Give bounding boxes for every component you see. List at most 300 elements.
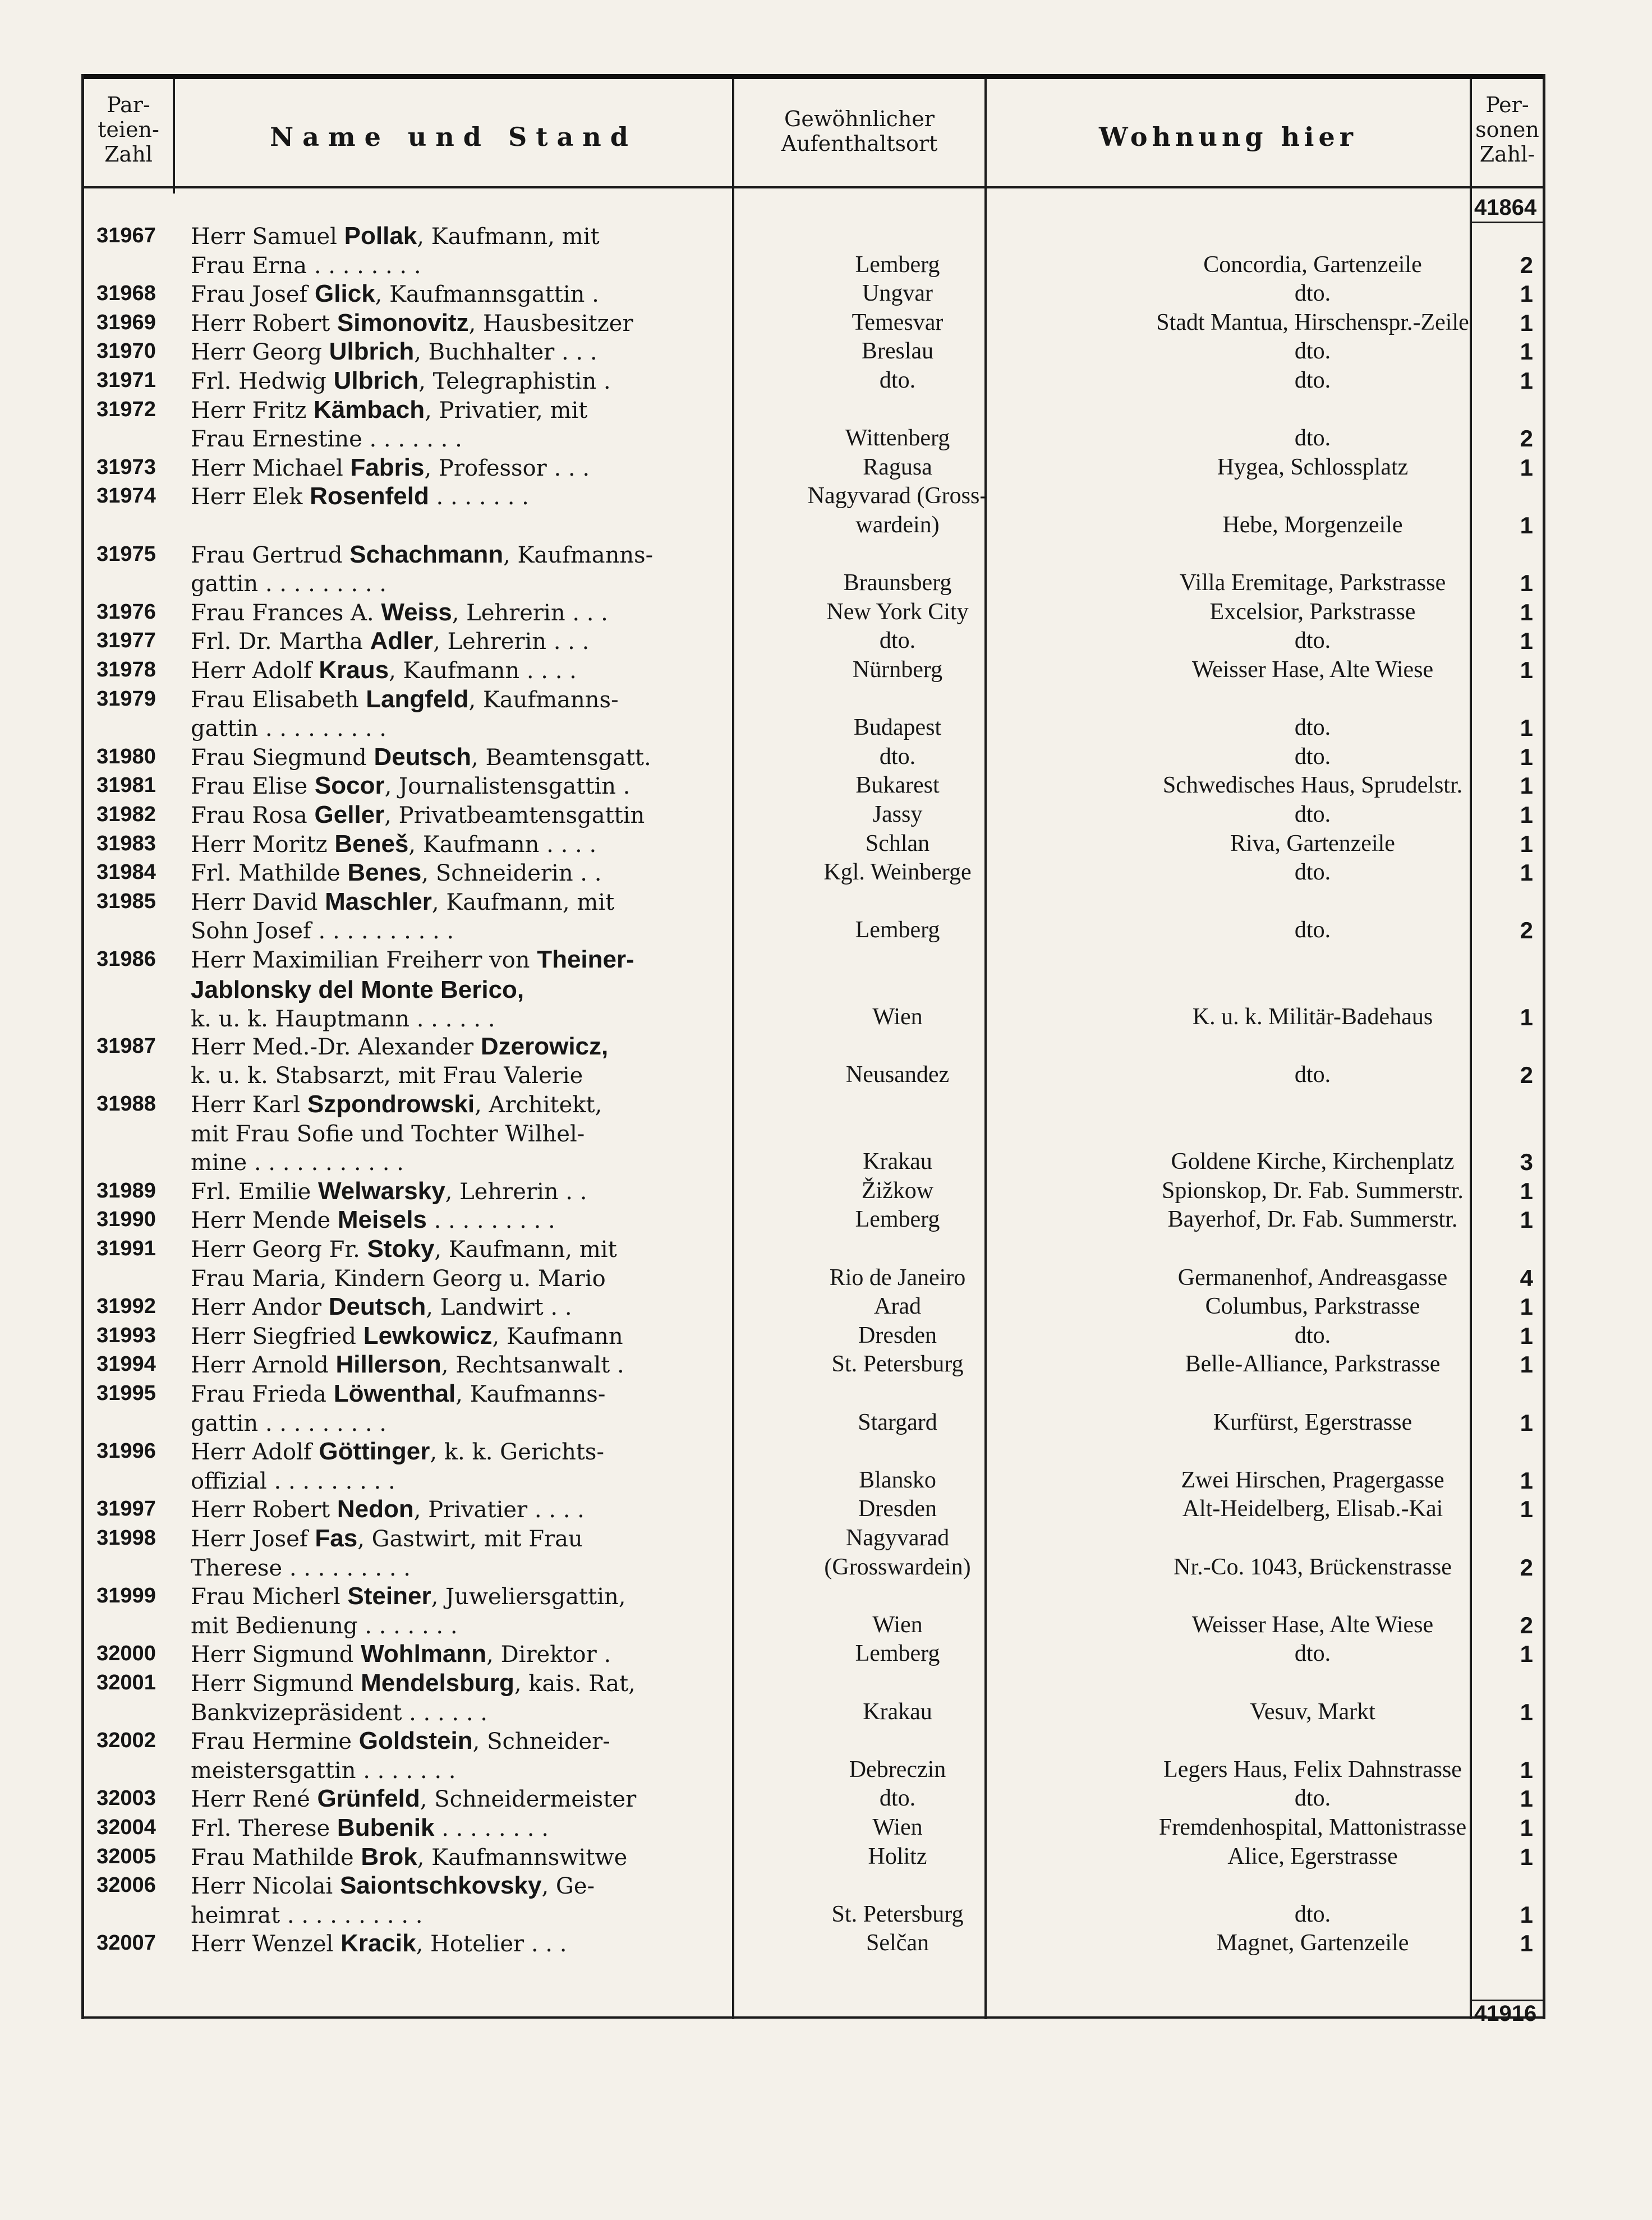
party-number: 32002 [96, 1729, 156, 1753]
surname: Schachmann [349, 540, 504, 568]
party-number: 31971 [96, 369, 156, 392]
title-and-forename: Frau Josef [191, 282, 315, 308]
name-and-status [191, 453, 799, 483]
title-and-forename: Frl. Dr. Martha [191, 629, 370, 655]
name-and-status [191, 540, 799, 599]
party-number: 31993 [96, 1323, 156, 1347]
occupation-and-companions: . . . . . . . . . [426, 1208, 555, 1234]
party-number: 31981 [96, 773, 156, 798]
occupation-and-companions: , Hausbesitzer [468, 310, 633, 337]
title-and-forename: Frl. Hedwig [191, 369, 334, 394]
occupation-and-companions: , kais. Rat, Bankvizepräsident . . . . . . [191, 1671, 636, 1726]
surname: Langfeld [366, 685, 469, 713]
usual-residence: Braunsberg [843, 570, 952, 596]
party-number: 32000 [96, 1642, 156, 1666]
occupation-and-companions: , Buchhalter . . . [414, 339, 597, 366]
party-number: 31996 [96, 1439, 156, 1463]
name-and-status [191, 222, 799, 280]
usual-residence: Krakau [863, 1698, 932, 1725]
lodging-address: Hygea, Schlossplatz [1217, 454, 1409, 480]
usual-residence: Jassy [872, 802, 923, 827]
title-and-forename: Herr Mende [191, 1208, 338, 1234]
occupation-and-companions: , Lehrerin . . [445, 1178, 587, 1205]
title-and-forename: Frau Hermine [191, 1729, 359, 1755]
usual-residence: Kgl. Weinberge [823, 859, 972, 886]
ledger-row [81, 1437, 1545, 1495]
party-number: 32005 [96, 1844, 156, 1868]
surname: Socor [314, 772, 385, 800]
ledger-row [81, 656, 1545, 685]
ledger-row [81, 743, 1545, 772]
party-number: 31987 [96, 1034, 156, 1058]
lodging-address: Columbus, Parkstrasse [1205, 1293, 1420, 1320]
ledger-row [81, 366, 1545, 395]
title-and-forename: Frau Elise [191, 773, 315, 800]
person-count: 1 [1520, 512, 1533, 538]
person-count: 1 [1520, 280, 1533, 307]
name-and-status [191, 830, 799, 860]
usual-residence: Rio de Janeiro [829, 1264, 966, 1291]
ledger-row [81, 830, 1545, 859]
surname: Ulbrich [329, 338, 415, 366]
title-and-forename: Herr Maximilian Freiherr von [191, 947, 537, 973]
title-and-forename: Herr Karl [191, 1092, 307, 1118]
title-and-forename: Herr Robert [191, 310, 337, 337]
surname: Hillerson [335, 1351, 441, 1379]
surname: Grünfeld [317, 1785, 420, 1813]
person-count: 1 [1520, 657, 1533, 683]
person-count: 3 [1520, 1149, 1533, 1176]
ledger-row [81, 800, 1545, 830]
usual-residence: Lemberg [855, 251, 940, 278]
lodging-address: Spionskop, Dr. Fab. Summerstr. [1162, 1177, 1464, 1204]
lodging-address: dto. [1294, 338, 1331, 365]
lodging-address: dto. [1294, 1901, 1331, 1927]
name-and-status [191, 1379, 799, 1438]
party-number: 31986 [96, 947, 156, 971]
usual-residence: Lemberg [855, 1206, 940, 1233]
usual-residence: Dresden [858, 1496, 937, 1522]
title-and-forename: Herr Siegfried [191, 1323, 363, 1349]
surname: Kämbach [314, 395, 425, 423]
lodging-address: Legers Haus, Felix Dahnstrasse [1163, 1756, 1462, 1783]
title-and-forename: Frau Rosa [191, 803, 315, 828]
person-count: 1 [1520, 1467, 1533, 1494]
usual-residence: Wien [872, 1611, 923, 1638]
name-and-status [191, 858, 799, 888]
usual-residence: St. Petersburg [831, 1901, 964, 1927]
usual-residence: dto. [879, 1785, 916, 1812]
usual-residence: Ungvar [862, 280, 933, 307]
occupation-and-companions: , Kaufmann [492, 1323, 623, 1349]
table-bottom-rule [81, 2016, 1545, 2019]
name-and-status [191, 1871, 799, 1930]
name-and-status [191, 1177, 799, 1207]
person-count: 2 [1520, 1611, 1533, 1638]
occupation-and-companions: , Privatier . . . . [413, 1497, 585, 1523]
lodging-address: Weisser Hase, Alte Wiese [1191, 1611, 1434, 1638]
surname: Deutsch [374, 743, 472, 771]
surname: Saiontschkovsky [339, 1872, 542, 1900]
person-count: 1 [1520, 1930, 1533, 1957]
lodging-address: Fremdenhospital, Mattonistrasse [1158, 1814, 1467, 1840]
name-and-status [191, 1235, 799, 1293]
party-number: 31991 [96, 1237, 156, 1260]
occupation-and-companions: , Schneiderin . . [421, 860, 602, 887]
surname: Weiss [381, 598, 452, 626]
usual-residence: Nagyvarad (Gross- wardein) [807, 483, 988, 538]
person-count: 1 [1520, 309, 1533, 336]
party-number: 31969 [96, 310, 156, 334]
person-count: 1 [1520, 1814, 1533, 1841]
name-and-status [191, 1582, 799, 1641]
lodging-address: Riva, Gartenzeile [1230, 830, 1395, 856]
person-count: 1 [1520, 1785, 1533, 1812]
occupation-and-companions: , Kaufmann, mit Frau Maria, Kindern Georg u. Mario [191, 1237, 617, 1292]
person-count: 1 [1520, 1409, 1533, 1436]
name-and-status [191, 685, 799, 744]
name-and-status [191, 1929, 799, 1959]
occupation-and-companions: , Kaufmann, mit Sohn Josef . . . . . . . . . . [191, 889, 615, 945]
occupation-and-companions: , Kaufmannswitwe [417, 1844, 628, 1871]
name-and-status [191, 771, 799, 802]
title-and-forename: Frau Elisabeth [191, 687, 366, 713]
lodging-address: Magnet, Gartenzeile [1216, 1930, 1409, 1956]
party-number: 31978 [96, 658, 156, 681]
name-and-status [191, 482, 799, 512]
surname: Deutsch [328, 1293, 426, 1321]
lodging-address: Alice, Egerstrasse [1227, 1843, 1398, 1869]
lodging-address: dto. [1294, 715, 1331, 741]
ledger-row [81, 453, 1545, 482]
lodging-address: Goldene Kirche, Kirchenplatz [1171, 1149, 1455, 1175]
lodging-address: Hebe, Morgenzeile [1222, 512, 1403, 538]
name-and-status [191, 308, 799, 339]
name-and-status [191, 1669, 799, 1728]
occupation-and-companions: , Rechtsanwalt . [441, 1352, 624, 1379]
person-count: 1 [1520, 1843, 1533, 1870]
usual-residence: Debreczin [849, 1756, 946, 1783]
party-number: 31994 [96, 1352, 156, 1376]
occupation-and-companions: . . . . . . . [429, 484, 529, 510]
ledger-row [81, 1090, 1545, 1177]
party-number: 31967 [96, 224, 156, 247]
name-and-status [191, 1813, 799, 1844]
usual-residence: Holitz [868, 1843, 927, 1869]
title-and-forename: Herr Georg Fr. [191, 1237, 367, 1263]
person-count: 1 [1520, 802, 1533, 828]
surname: Kracik [340, 1929, 416, 1958]
usual-residence: Wien [872, 1004, 923, 1030]
surname: Szpondrowski [307, 1090, 475, 1118]
title-and-forename: Herr Robert [191, 1497, 337, 1523]
lodging-address: dto. [1294, 1322, 1331, 1348]
title-and-forename: Herr Med.-Dr. Alexander [191, 1034, 481, 1060]
person-count: 1 [1520, 1004, 1533, 1031]
party-number: 31988 [96, 1092, 156, 1116]
ledger-row [81, 279, 1545, 308]
person-count: 1 [1520, 1206, 1533, 1233]
name-and-status [191, 1726, 799, 1785]
name-and-status [191, 1524, 799, 1583]
occupation-and-companions: , Journalistensgattin . [384, 773, 631, 800]
lodging-address: Belle-Alliance, Parkstrasse [1185, 1351, 1441, 1378]
title-and-forename: Herr Sigmund [191, 1642, 361, 1668]
lodging-address: dto. [1294, 802, 1331, 827]
ledger-row [81, 1929, 1545, 1958]
title-and-forename: Herr Nicolai [191, 1873, 340, 1900]
party-number: 31979 [96, 687, 156, 711]
header-usual-residence: Gewöhnlicher Aufenthaltsort [781, 107, 938, 156]
title-and-forename: Herr Josef [191, 1526, 315, 1552]
usual-residence: dto. [879, 367, 916, 393]
person-count: 1 [1520, 1293, 1533, 1320]
usual-residence: dto. [879, 628, 916, 654]
surname: Brok [361, 1843, 417, 1871]
surname: Bubenik [337, 1814, 435, 1841]
lodging-address: Excelsior, Parkstrasse [1209, 598, 1416, 625]
name-and-status [191, 1843, 799, 1873]
person-count: 1 [1520, 772, 1533, 799]
name-and-status [191, 1205, 799, 1236]
title-and-forename: Herr Adolf [191, 658, 319, 684]
surname: Rosenfeld [310, 482, 429, 510]
person-count: 1 [1520, 1322, 1533, 1349]
name-and-status [191, 1639, 799, 1670]
occupation-and-companions: k. u. k. Stabsarzt, mit Frau Valerie [191, 1063, 583, 1089]
party-number: 31983 [96, 831, 156, 855]
name-and-status [191, 1495, 799, 1525]
name-and-status [191, 1090, 799, 1178]
name-and-status [191, 1437, 799, 1496]
occupation-and-companions: , Kaufmanns- gattin . . . . . . . . . [191, 542, 654, 597]
ledger-row [81, 945, 1545, 1032]
ledger-row [81, 540, 1545, 598]
final-total: 41916 [1474, 2001, 1537, 2026]
person-count: 1 [1520, 859, 1533, 886]
usual-residence: Lemberg [855, 917, 940, 943]
usual-residence: Wittenberg [845, 425, 950, 452]
person-count: 1 [1520, 1698, 1533, 1725]
title-and-forename: Herr René [191, 1786, 317, 1813]
usual-residence: Arad [874, 1293, 921, 1320]
title-and-forename: Frl. Emilie [191, 1178, 318, 1205]
person-count: 1 [1520, 1351, 1533, 1378]
ledger-row [81, 1784, 1545, 1813]
surname: Dzerowicz, [480, 1032, 609, 1060]
person-count: 1 [1520, 598, 1533, 625]
party-number: 31990 [96, 1208, 156, 1232]
party-number: 31995 [96, 1381, 156, 1405]
usual-residence: Krakau [863, 1149, 932, 1175]
name-and-status [191, 945, 799, 1034]
person-count: 2 [1520, 1062, 1533, 1089]
person-count: 1 [1520, 1756, 1533, 1783]
name-and-status [191, 1784, 799, 1814]
party-number: 32006 [96, 1873, 156, 1897]
name-and-status [191, 279, 799, 310]
name-and-status [191, 1032, 799, 1091]
ledger-row [81, 222, 1545, 279]
ledger-row [81, 337, 1545, 366]
ledger-row [81, 1292, 1545, 1321]
ledger-row [81, 1379, 1545, 1437]
surname: Maschler [325, 887, 432, 915]
title-and-forename: Herr Adolf [191, 1439, 319, 1466]
occupation-and-companions: , Kaufmann . . . . [389, 658, 577, 684]
occupation-and-companions: , Beamtensgatt. [471, 744, 651, 771]
header-person-count: Per- sonen Zahl- [1475, 93, 1539, 167]
title-and-forename: Herr Arnold [191, 1352, 336, 1379]
title-and-forename: Frau Frances A. [191, 600, 381, 626]
surname: Kraus [319, 656, 389, 684]
person-count: 1 [1520, 1177, 1533, 1204]
lodging-address: K. u. k. Militär-Badehaus [1192, 1004, 1433, 1030]
party-number: 32004 [96, 1816, 156, 1839]
ledger-row [81, 627, 1545, 656]
surname: Mendelsburg [361, 1669, 514, 1697]
ledger-row [81, 1177, 1545, 1206]
party-number: 31968 [96, 282, 156, 306]
title-and-forename: Herr Michael [191, 455, 351, 481]
occupation-and-companions: , Kaufmann . . . . [408, 831, 597, 858]
party-number: 32007 [96, 1931, 156, 1955]
ledger-row [81, 1726, 1545, 1784]
ledger-row [81, 1205, 1545, 1235]
occupation-and-companions: , Telegraphistin . [418, 369, 611, 394]
ledger-row [81, 1669, 1545, 1726]
party-number: 31975 [96, 542, 156, 566]
usual-residence: Žižkow [861, 1177, 934, 1204]
name-and-status [191, 627, 799, 657]
person-count: 2 [1520, 917, 1533, 944]
usual-residence: dto. [879, 743, 916, 770]
lodging-address: dto. [1294, 1641, 1331, 1667]
person-count: 1 [1520, 570, 1533, 597]
name-and-status [191, 395, 799, 454]
usual-residence: Breslau [861, 338, 934, 365]
ledger-row [81, 771, 1545, 800]
title-and-forename: Herr Moritz [191, 831, 335, 858]
occupation-and-companions: , Schneider- meistersgattin . . . . . . . [191, 1729, 610, 1784]
occupation-and-companions: , Architekt, mit Frau Sofie und Tochter Wilhel- mine . . . . . . . . . . . [191, 1092, 602, 1176]
occupation-and-companions: , Landwirt . . [426, 1295, 572, 1321]
ledger-row [81, 1639, 1545, 1669]
party-number: 31977 [96, 629, 156, 653]
occupation-and-companions: , Hotelier . . . [416, 1931, 567, 1958]
ledger-row [81, 1582, 1545, 1639]
occupation-and-companions: , Direktor . [486, 1642, 611, 1668]
header-party-number: Par- teien- Zahl [98, 93, 159, 167]
lodging-address: dto. [1294, 1785, 1331, 1812]
name-and-status [191, 598, 799, 628]
lodging-address: Kurfürst, Egerstrasse [1213, 1409, 1412, 1435]
lodging-address: Concordia, Gartenzeile [1203, 251, 1422, 278]
ledger-row [81, 1350, 1545, 1379]
lodging-address: Stadt Mantua, Hirschenspr.-Zeile [1156, 309, 1469, 335]
ledger-row [81, 482, 1545, 540]
occupation-and-companions: , Kaufmanns- gattin . . . . . . . . . [191, 687, 619, 742]
surname: Pollak [344, 222, 417, 250]
surname: Fabris [350, 453, 425, 481]
person-count: 4 [1520, 1264, 1533, 1291]
name-and-status [191, 337, 799, 367]
ledger-row [81, 395, 1545, 453]
usual-residence: Blansko [859, 1467, 936, 1493]
lodging-address: Zwei Hirschen, Pragergasse [1181, 1467, 1444, 1493]
person-count: 1 [1520, 743, 1533, 770]
occupation-and-companions: , Privatbeamtensgattin [384, 803, 645, 828]
usual-residence: Wien [872, 1814, 923, 1840]
ledger-row [81, 1495, 1545, 1524]
header-name-and-status: Name und Stand [270, 122, 637, 152]
title-and-forename: Frl. Mathilde [191, 860, 348, 887]
person-count: 1 [1520, 1641, 1533, 1668]
lodging-address: dto. [1294, 280, 1331, 307]
surname: Meisels [337, 1206, 427, 1234]
surname: Goldstein [358, 1727, 473, 1755]
party-number: 31970 [96, 339, 156, 363]
surname: Göttinger [319, 1438, 430, 1466]
surname: Fas [315, 1524, 358, 1552]
occupation-and-companions: , Gastwirt, mit Frau Therese . . . . . . . . . [191, 1526, 583, 1581]
occupation-and-companions: . . . . . . . . [434, 1816, 549, 1841]
name-and-status [191, 656, 799, 686]
occupation-and-companions: , Schneidermeister [420, 1786, 637, 1813]
title-and-forename: Frau Micherl [191, 1584, 348, 1610]
lodging-address: Villa Eremitage, Parkstrasse [1179, 570, 1446, 596]
name-and-status [191, 1321, 799, 1352]
lodging-address: Bayerhof, Dr. Fab. Summerstr. [1167, 1206, 1458, 1233]
party-number: 31982 [96, 803, 156, 826]
ledger-row [81, 685, 1545, 743]
occupation-and-companions: , Juweliersgattin, mit Bedienung . . . . . . . [191, 1584, 626, 1639]
ledger-row [81, 1871, 1545, 1929]
title-and-forename: Herr Wenzel [191, 1931, 341, 1958]
title-and-forename: Herr Georg [191, 339, 329, 366]
usual-residence: Temesvar [852, 309, 944, 335]
occupation-and-companions: , Kaufmanns- gattin . . . . . . . . . [191, 1381, 606, 1436]
surname: Simonovitz [337, 308, 469, 337]
lodging-address: dto. [1294, 425, 1331, 452]
party-number: 31992 [96, 1295, 156, 1319]
ledger-row [81, 1235, 1545, 1292]
name-and-status [191, 743, 799, 773]
lodging-address: dto. [1294, 859, 1331, 886]
surname: Adler [370, 627, 434, 655]
lodging-address: dto. [1294, 367, 1331, 393]
person-count: 1 [1520, 628, 1533, 655]
surname: Wohlmann [361, 1640, 487, 1668]
title-and-forename: Frau Siegmund [191, 744, 374, 771]
header-bottom-rule [81, 186, 1545, 188]
person-count: 1 [1520, 830, 1533, 857]
title-and-forename: Herr Andor [191, 1295, 329, 1321]
name-and-status [191, 1350, 799, 1380]
party-number: 31972 [96, 397, 156, 421]
person-count: 2 [1520, 1554, 1533, 1581]
usual-residence: St. Petersburg [831, 1351, 964, 1378]
title-and-forename: Frau Gertrud [191, 542, 350, 568]
usual-residence: Bukarest [855, 772, 940, 799]
surname: Nedon [337, 1495, 414, 1523]
person-count: 1 [1520, 715, 1533, 741]
party-number: 31985 [96, 889, 156, 913]
header-lodging-here: Wohnung hier [1099, 122, 1358, 152]
party-number: 32003 [96, 1786, 156, 1811]
person-count: 1 [1520, 1901, 1533, 1928]
lodging-address: dto. [1294, 917, 1331, 943]
